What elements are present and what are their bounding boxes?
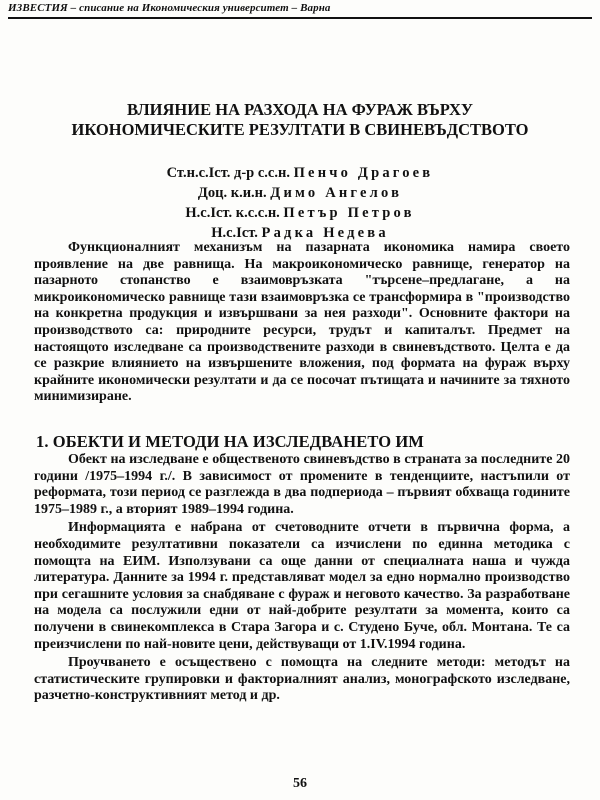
title-line-1: ВЛИЯНИЕ НА РАЗХОДА НА ФУРАЖ ВЪРХУ: [127, 100, 473, 119]
section-body: [34, 452, 570, 707]
body-paragraph: Обект на изследване е общественото свиневъдство в страната за последните 20 години /1975–1994 г./. В зависимост от промените в тенденциите, настъпили от реформата, този период се разглежда в два подпериода – първият обхваща годините 1975–1989 г., а вторият 1989–1994 година.: [34, 452, 570, 517]
author-name: Радка Недева: [261, 225, 389, 241]
section-heading: 1. ОБЕКТИ И МЕТОДИ НА ИЗСЛЕДВАНЕТО ИМ: [36, 432, 424, 451]
running-head: ИЗВЕСТИЯ – списание на Икономическия университет – Варна: [8, 2, 592, 19]
author-line: [0, 203, 600, 223]
author-title: Н.с.Iст. к.с.с.н.: [185, 205, 280, 221]
title-line-2: ИКОНОМИЧЕСКИТЕ РЕЗУЛТАТИ В СВИНЕВЪДСТВОТО: [71, 120, 529, 139]
author-line: [0, 183, 600, 203]
abstract: [34, 240, 570, 406]
body-paragraph: Проучването е осъществено с помощта на следните методи: методът на статистическите групировки и факториалният анализ, монографското изследване, разчетно-конструктивният метод и др.: [34, 655, 570, 704]
body-paragraph: Информацията е набрана от счетоводните отчети в първична форма, а необходимите резултативни показатели са изчислени по единна методика с помощта на ЕИМ. Използувани са още данни от специалната наша и чужда литература. Данните за 1994 г. представляват модел за едно нормално производство при сегашните условия за снабдяване с фураж и неговото качество. За разработване на модела са послужили едни от най-добрите резултати за момента, които са получени в свинекомплекса в Стара Загора и с. Студено Буче, обл. Монтана. Те са преизчислени по най-новите цени, действуващи от 1.IV.1994 година.: [34, 520, 570, 652]
author-name: Петър Петров: [283, 205, 415, 221]
author-name: Пенчо Драгоев: [293, 165, 434, 181]
author-name: Димо Ангелов: [270, 185, 403, 201]
author-list: [0, 163, 600, 243]
author-title: Н.с.Iст.: [211, 225, 258, 241]
author-title: Доц. к.и.н.: [197, 185, 267, 201]
author-title: Ст.н.с.Iст. д-р с.с.н.: [166, 165, 290, 181]
author-line: [0, 163, 600, 183]
abstract-paragraph: Функционалният механизъм на пазарната икономика намира своето проявление на две равнища. На макроикономическо равнище, генератор на пазарното стопанство е взаимовръзката "търсене–предлагане, а на микроикономическо равнище тази взаимовръзка се трансформира в "производство на конкретна продукция и извършвани за нея разходи". Основните фактори на производството са: природните ресурси, трудът и капиталът. Предмет на настоящото изследване са производствените разходи в свиневъдството. Целта е да се разкрие влиянието на извършените вложения, под формата на фураж върху крайните икономически резултати и да се посочат пътищата и начините за тяхното минимизиране.: [34, 240, 570, 405]
page-number: 56: [293, 776, 307, 791]
article-title: [40, 100, 560, 140]
